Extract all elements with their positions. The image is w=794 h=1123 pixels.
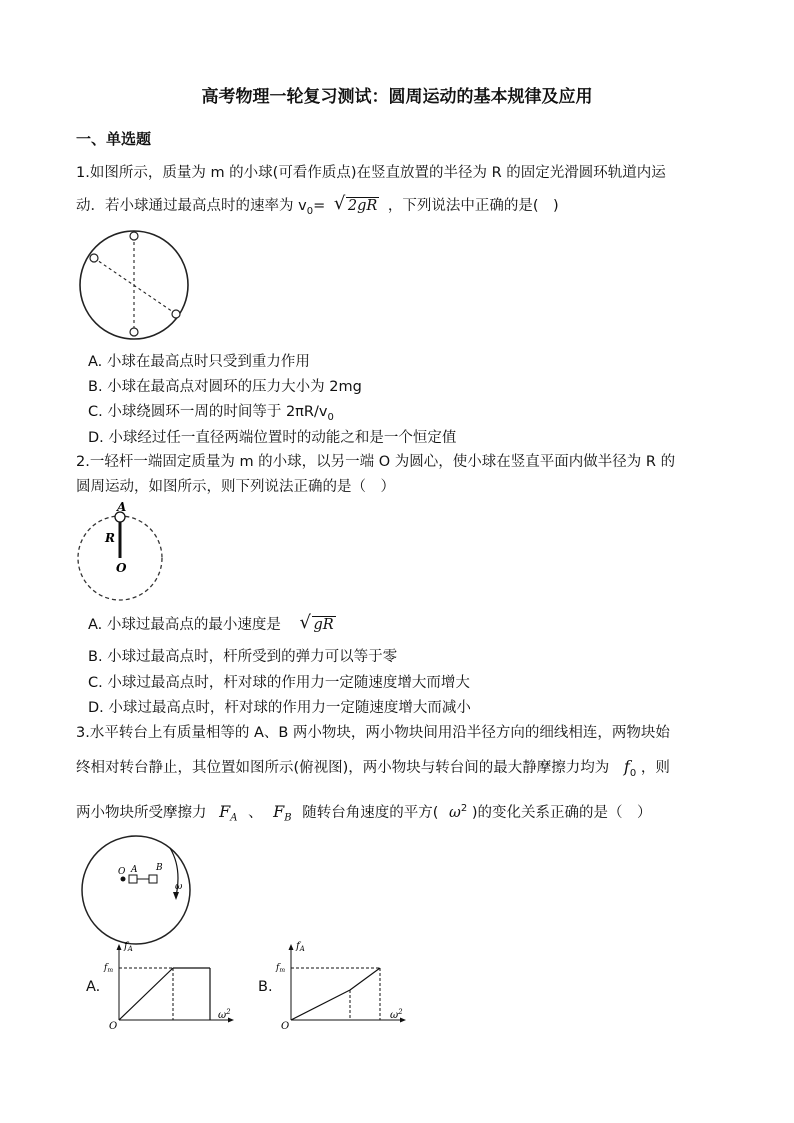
block-a-label: A: [131, 865, 138, 875]
y-axis-arrow: [289, 944, 294, 950]
x-axis-label: $\omega^2$: [218, 1008, 231, 1021]
q1-option-b: B. 小球在最高点对圆环的压力大小为 2mg: [88, 379, 362, 395]
q2-sqrt-expr: gR: [313, 617, 334, 633]
ball-top: [130, 232, 138, 240]
q2-option-a-text: A. 小球过最高点的最小速度是: [88, 617, 281, 633]
block-a: [129, 875, 137, 883]
rotation-arrowhead: [173, 892, 179, 900]
y-axis-label: $f_A$: [124, 941, 133, 953]
q2-rod-figure: [74, 500, 170, 604]
x-axis-arrow: [228, 1018, 234, 1023]
fm-tick-label: $f_m$: [276, 963, 286, 974]
q1-sqrt: √ 2gR: [333, 193, 378, 214]
q3-line2-tail: ，则: [640, 760, 670, 776]
q1-option-c-text: C. 小球绕圆环一周的时间等于 2πR/v: [88, 404, 328, 420]
ball-right: [172, 310, 180, 318]
q3-turntable-figure: [78, 832, 200, 950]
q3-line1: 3.水平转台上有质量相等的 A、B 两小物块，两小物块间用沿半径方向的细线相连，两物块始: [76, 725, 670, 741]
center-o-label: O: [118, 867, 126, 877]
q1-line2-tail: ，下列说法中正确的是( ): [387, 198, 559, 214]
q3-omega-sup: 2: [460, 803, 468, 814]
fm-tick-label: $f_m$: [104, 963, 114, 974]
fa-rising-segment: [119, 968, 173, 1020]
q3-option-a-label: A.: [86, 979, 101, 995]
q1-option-c: [88, 402, 334, 428]
q3-sep: 、: [248, 804, 263, 821]
q3-fb-sub: B: [284, 812, 292, 824]
q1-v0-sub: 0: [306, 205, 314, 217]
q3-line3-text: 两小物块所受摩擦力: [76, 804, 207, 821]
q1-option-c-sub: 0: [327, 411, 334, 423]
x-axis-arrow: [400, 1018, 406, 1023]
q3-line3-mid: 随转台角速度的平方(: [302, 804, 439, 821]
q2-option-d: D. 小球过最高点时，杆对球的作用力一定随速度增大而减小: [88, 700, 471, 716]
q3-f0: f: [623, 757, 630, 776]
block-b-label: B: [156, 863, 163, 873]
q1-line2-text: 动．若小球通过最高点时的速率为 v: [76, 198, 307, 214]
fa-first-segment: [291, 990, 350, 1020]
q1-eq: =: [313, 198, 326, 214]
center-o-label: O: [116, 561, 127, 575]
diagonal-diameter: [94, 258, 176, 314]
ball-bottom: [130, 328, 138, 336]
q2-option-a: [88, 612, 340, 635]
q3-line3-tail: )的变化关系正确的是（ ）: [471, 804, 652, 821]
turntable: [82, 836, 190, 944]
q1-line1: 1.如图所示，质量为 m 的小球(可看作质点)在竖直放置的半径为 R 的固定光滑圆环轨道内运: [76, 165, 666, 181]
q1-ring-figure: [78, 228, 194, 344]
q2-option-c: C. 小球过最高点时，杆对球的作用力一定随速度增大而增大: [88, 675, 470, 691]
q3-omega: ω: [449, 804, 461, 821]
fa-second-segment: [350, 968, 380, 990]
q3-line2: [76, 757, 670, 784]
radius-label: R: [105, 531, 115, 545]
y-axis-arrow: [117, 944, 122, 950]
q3-fa-sub: A: [230, 812, 238, 824]
q3-f0-sub: 0: [629, 767, 637, 779]
q3-graph-a: [102, 938, 238, 1032]
q1-option-d: D. 小球经过任一直径两端位置时的动能之和是一个恒定值: [88, 430, 457, 446]
x-axis-label: $\omega^2$: [390, 1008, 403, 1021]
page-title: 高考物理一轮复习测试：圆周运动的基本规律及应用: [201, 87, 593, 107]
q1-sqrt-expr: 2gR: [347, 198, 378, 214]
q1-line2: [76, 193, 559, 222]
center-dot: [121, 877, 126, 882]
q2-option-b: B. 小球过最高点时，杆所受到的弹力可以等于零: [88, 649, 398, 665]
q3-fa: F: [219, 801, 231, 821]
origin-label: O: [281, 1021, 290, 1032]
origin-label: O: [109, 1021, 118, 1032]
y-axis-label: $f_A$: [296, 941, 305, 953]
q3-line2-text: 终相对转台静止，其位置如图所示(俯视图)，两小物块与转台间的最大静摩擦力均为: [76, 760, 610, 776]
q3-option-b-label: B.: [258, 979, 273, 995]
q3-graph-b: [274, 938, 410, 1032]
omega-label: ω: [175, 882, 183, 892]
section-heading: 一、单选题: [76, 130, 152, 148]
block-b: [149, 875, 157, 883]
q1-option-a: A. 小球在最高点时只受到重力作用: [88, 354, 310, 370]
q2-line2: 圆周运动，如图所示，则下列说法正确的是（ ）: [76, 479, 395, 495]
q3-line3: [76, 799, 651, 829]
q3-fb: F: [273, 801, 285, 821]
ball-left: [90, 254, 98, 262]
q2-line1: 2.一轻杆一端固定质量为 m 的小球，以另一端 O 为圆心，使小球在竖直平面内做半径为 R 的: [76, 454, 676, 470]
point-a-label: A: [117, 500, 127, 514]
q2-sqrt: √ gR: [299, 612, 334, 633]
